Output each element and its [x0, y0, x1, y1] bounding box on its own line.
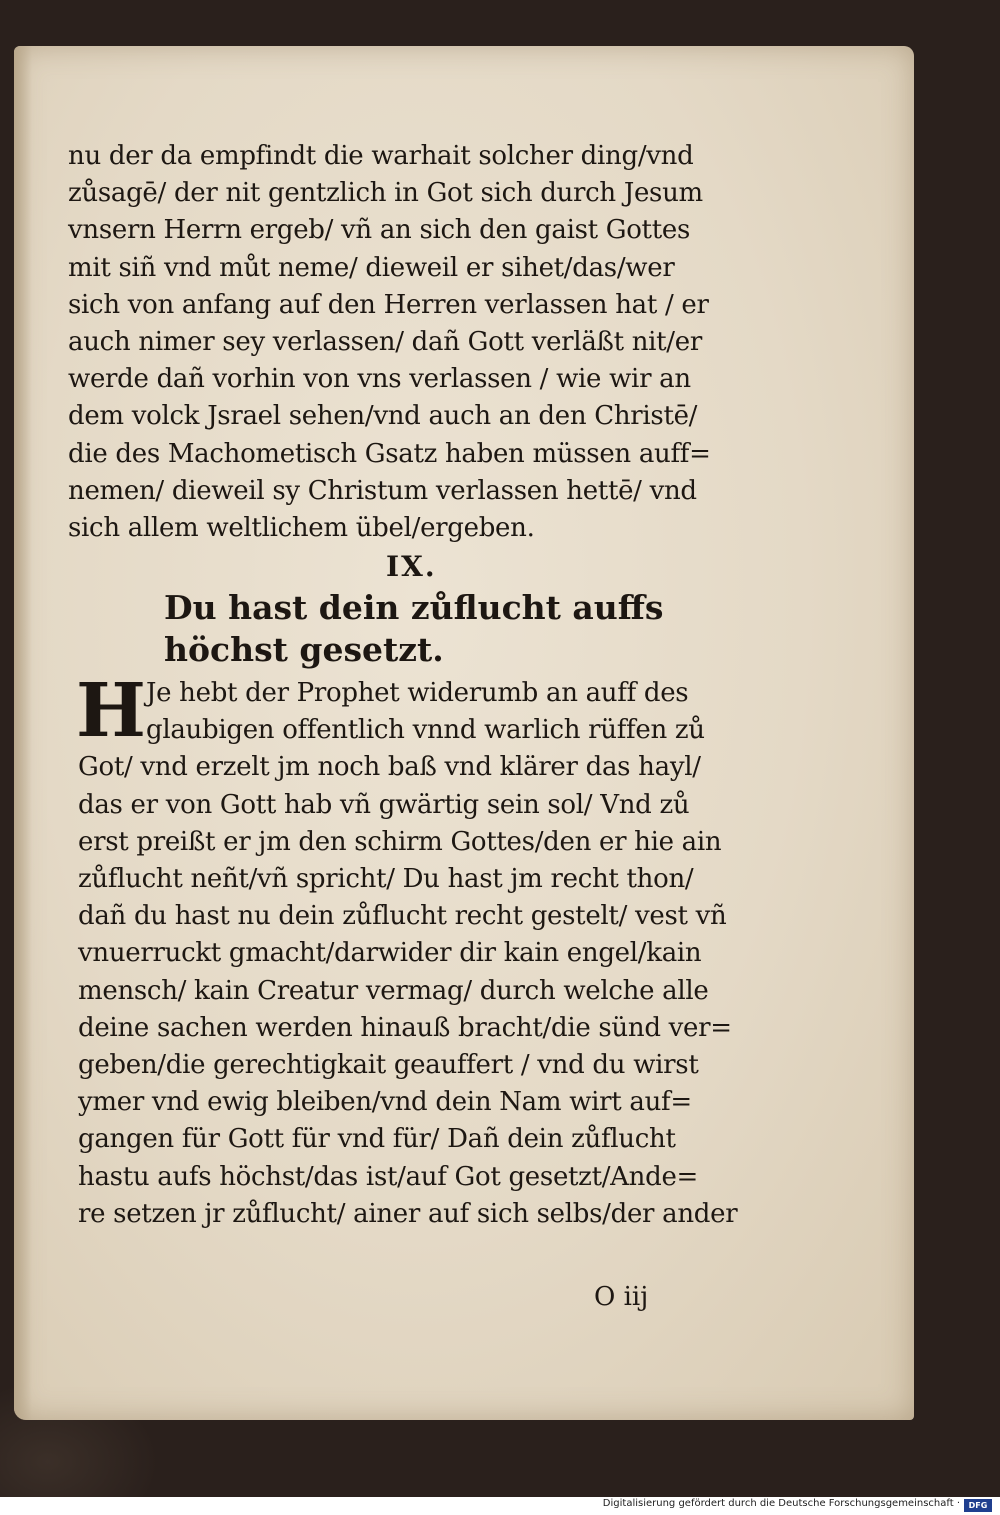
text-line: re setzen jr zůflucht/ ainer auf sich selbs/der ander: [78, 1198, 738, 1229]
text-line: vnsern Herrn ergeb/ vñ an sich den gaist Gottes: [68, 215, 690, 246]
text-line: zůflucht neñt/vñ spricht/ Du hast jm recht thon/: [78, 864, 694, 894]
text-line: auch nimer sey verlassen/ dañ Gott verläßt nit/er: [68, 326, 702, 357]
heading-line: höchst gesetzt.: [164, 630, 444, 670]
text-line: sich von anfang auf den Herren verlassen hat / er: [68, 289, 709, 320]
text-line: Je hebt der Prophet widerumb an auff des: [146, 678, 689, 709]
text-line: zůsagē/ der nit gentzlich in Got sich durch Jesum: [68, 178, 703, 209]
text-line: mensch/ kain Creatur vermag/ durch welche alle: [78, 975, 709, 1006]
text-line: dem volck Jsrael sehen/vnd auch an den Christē/: [68, 401, 698, 432]
section-numeral: IX.: [386, 550, 437, 584]
footer-bar: [0, 1497, 1000, 1515]
text-line: glaubigen offentlich vnnd warlich rüffen zů: [146, 715, 705, 746]
text-line: nemen/ dieweil sy Christum verlassen hettē/ vnd: [68, 475, 697, 506]
text-line: sich allem weltlichem übel/ergeben.: [68, 512, 535, 543]
text-line: dañ du hast nu dein zůflucht recht gestelt/ vest vñ: [78, 901, 727, 932]
text-line: geben/die gerechtigkait geauffert / vnd du wirst: [78, 1049, 699, 1080]
text-line: deine sachen werden hinauß bracht/die sünd ver=: [78, 1012, 732, 1043]
drop-cap-initial: H: [76, 668, 146, 755]
funding-credit: Digitalisierung gefördert durch die Deutsche Forschungsgemeinschaft ·: [602, 1498, 960, 1509]
text-line: die des Machometisch Gsatz haben müssen auff=: [68, 438, 711, 469]
text-line: hastu aufs höchst/das ist/auf Got gesetzt/Ande=: [78, 1161, 699, 1192]
text-line: mit siñ vnd můt neme/ dieweil er sihet/das/wer: [68, 252, 675, 283]
text-line: Got/ vnd erzelt jm noch baß vnd klärer das hayl/: [78, 752, 701, 783]
dfg-logo-icon: DFG: [964, 1499, 992, 1512]
page-gutter-shade: [14, 46, 32, 1420]
book-page: [14, 46, 914, 1420]
text-line: gangen für Gott für vnd für/ Dañ dein zůflucht: [78, 1124, 676, 1155]
paragraph-main: [68, 668, 788, 1233]
text-line: ymer vnd ewig bleiben/vnd dein Nam wirt auf=: [78, 1087, 692, 1118]
text-line: das er von Gott hab vñ gwärtig sein sol/ Vnd zů: [78, 789, 690, 820]
signature-mark: O iij: [594, 1282, 649, 1312]
text-line: werde dañ vorhin von vns verlassen / wie wir an: [68, 364, 691, 395]
page-text: [68, 138, 788, 1233]
section-heading: [68, 587, 788, 671]
text-line: nu der da empfindt die warhait solcher ding/vnd: [68, 141, 694, 171]
text-line: erst preißt er jm den schirm Gottes/den er hie ain: [78, 826, 722, 857]
paragraph-continued: [68, 138, 788, 547]
text-line: vnuerruckt gmacht/darwider dir kain engel/kain: [78, 938, 702, 969]
heading-line: Du hast dein zůflucht auffs: [164, 588, 664, 628]
